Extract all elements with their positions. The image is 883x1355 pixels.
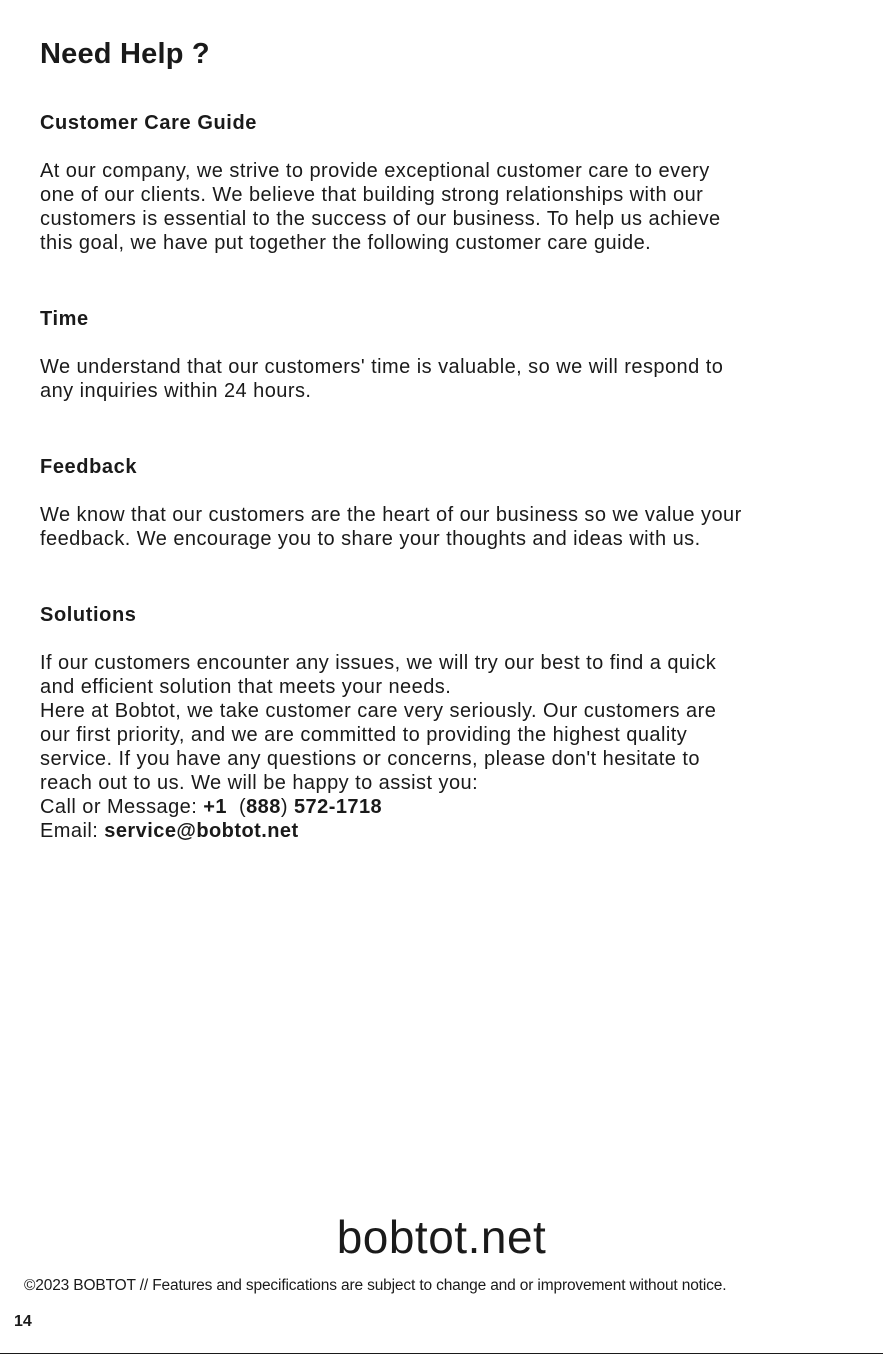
paragraph-line: Here at Bobtot, we take customer care very seriously. Our customers are xyxy=(40,700,717,722)
email-link[interactable]: service@bobtot.net xyxy=(104,820,299,842)
phone-label: Call or Message: xyxy=(40,796,204,818)
website-name: bobtot.net xyxy=(336,1211,547,1263)
phone-area-code[interactable]: 888 xyxy=(246,796,281,818)
paragraph-line: this goal, we have put together the following customer care guide. xyxy=(40,232,652,254)
phone-paren-open: ( xyxy=(238,796,247,818)
phone-country-code[interactable]: +1 xyxy=(203,796,227,818)
bottom-rule xyxy=(0,1353,883,1354)
section-heading: Feedback xyxy=(40,456,138,478)
page-title: Need Help ? xyxy=(40,38,210,70)
paragraph-line: feedback. We encourage you to share your thoughts and ideas with us. xyxy=(40,528,701,550)
section-heading: Customer Care Guide xyxy=(40,112,258,134)
section-feedback xyxy=(40,453,860,551)
content-body xyxy=(40,109,860,843)
paragraph-line: any inquiries within 24 hours. xyxy=(40,380,312,402)
section-solutions xyxy=(40,601,860,843)
paragraph-line: one of our clients. We believe that building strong relationships with our xyxy=(40,184,704,206)
section-heading: Time xyxy=(40,308,89,330)
phone-paren-close: ) xyxy=(280,796,288,818)
contact-phone-line xyxy=(40,795,860,819)
section-heading: Solutions xyxy=(40,604,137,626)
paragraph-line: reach out to us. We will be happy to assist you: xyxy=(40,772,479,794)
phone-number[interactable]: 572-1718 xyxy=(293,796,383,818)
section-customer-care-guide xyxy=(40,109,860,255)
section-time xyxy=(40,305,860,403)
paragraph-line: service. If you have any questions or concerns, please don't hesitate to xyxy=(40,748,700,770)
paragraph-line: If our customers encounter any issues, we will try our best to find a quick xyxy=(40,652,717,674)
page-number: 14 xyxy=(14,1313,32,1330)
paragraph-line: At our company, we strive to provide exceptional customer care to every xyxy=(40,160,710,182)
email-label: Email: xyxy=(40,820,105,842)
paragraph-line: and efficient solution that meets your needs. xyxy=(40,676,452,698)
paragraph-line: our first priority, and we are committed to providing the highest quality xyxy=(40,724,688,746)
contact-email-line xyxy=(40,819,860,843)
copyright-notice: ©2023 BOBTOT // Features and specifications are subject to change and or improvement without notice. xyxy=(24,1277,727,1294)
paragraph-line: We know that our customers are the heart of our business so we value your xyxy=(40,504,742,526)
paragraph-line: We understand that our customers' time is valuable, so we will respond to xyxy=(40,356,724,378)
paragraph-line: customers is essential to the success of our business. To help us achieve xyxy=(40,208,721,230)
